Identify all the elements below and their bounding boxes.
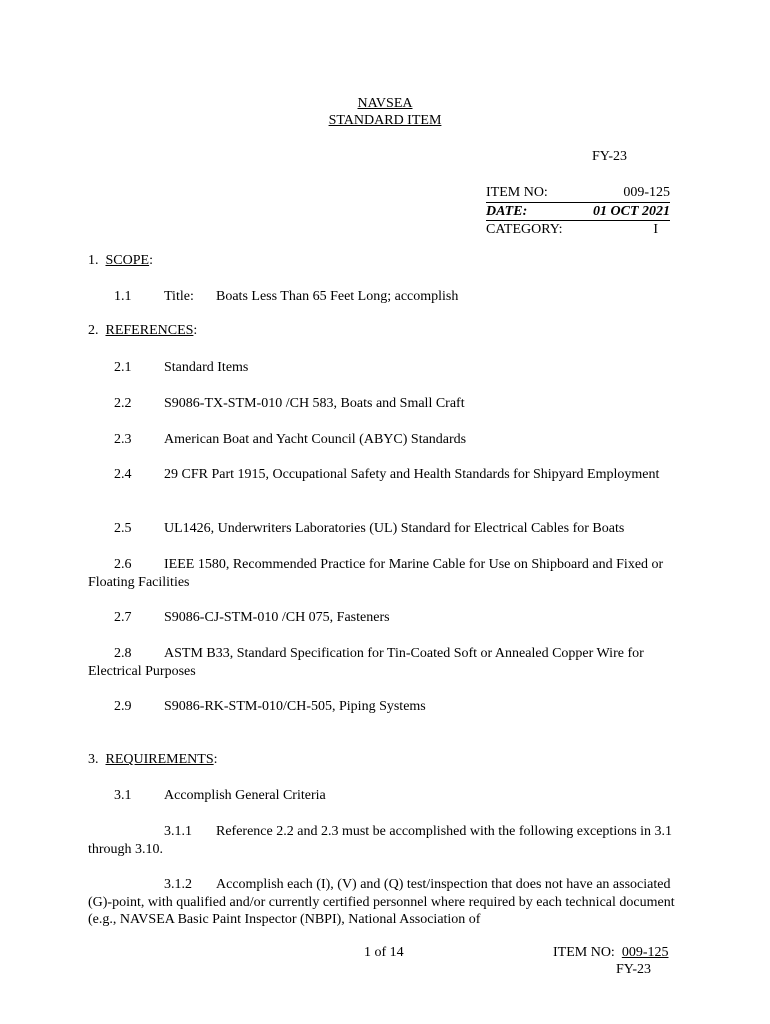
ref-item-text: American Boat and Yacht Council (ABYC) Standards — [164, 432, 467, 447]
ref-item-text: Standard Items — [164, 360, 249, 375]
item-header-block — [486, 184, 670, 239]
requirements-heading: 3. REQUIREMENTS: — [88, 752, 218, 767]
agency-title: NAVSEA — [357, 96, 413, 111]
scope-title-label: Title: — [164, 289, 194, 304]
scope-title-num: 1.1 — [114, 289, 132, 304]
req-paragraph: 3.1.1 Reference 2.2 and 2.3 must be accomplished with the following exceptions in 3.1 through 3.10. — [88, 824, 673, 857]
date-label: DATE: — [486, 203, 528, 219]
ref-item-num: 2.2 — [114, 396, 132, 411]
scope-heading: 1. SCOPE: — [88, 253, 153, 268]
category-row — [486, 221, 670, 239]
references-heading: 2. REFERENCES: — [88, 323, 198, 338]
ref-item-wrapped: 2.8 ASTM B33, Standard Specification for Tin-Coated Soft or Annealed Copper Wire for Electrical Purposes — [88, 646, 644, 679]
ref-item-wrapped: 2.6 IEEE 1580, Recommended Practice for Marine Cable for Use on Shipboard and Fixed or Floating Facilities — [88, 557, 664, 590]
ref-item-num: 2.1 — [114, 360, 132, 375]
ref-item-text: S9086-CJ-STM-010 /CH 075, Fasteners — [164, 610, 390, 625]
ref-item-text: S9086-TX-STM-010 /CH 583, Boats and Small Craft — [164, 396, 465, 411]
ref-item-wrapped: 2.4 29 CFR Part 1915, Occupational Safety and Health Standards for Shipyard Employment — [114, 467, 660, 482]
category-label: CATEGORY: — [486, 222, 563, 237]
item-no-value: 009-125 — [623, 185, 670, 200]
doc-type-title: STANDARD ITEM — [328, 113, 442, 128]
ref-item-num: 2.9 — [114, 699, 132, 714]
footer-fiscal-year: FY-23 — [616, 962, 652, 977]
ref-item-text: UL1426, Underwriters Laboratories (UL) Standard for Electrical Cables for Boats — [164, 521, 625, 536]
item-no-label: ITEM NO: — [486, 185, 548, 200]
footer-item-no: ITEM NO: 009-125 — [553, 945, 669, 960]
item-no-row — [486, 184, 670, 203]
date-row — [486, 203, 670, 222]
ref-item-text: S9086-RK-STM-010/CH-505, Piping Systems — [164, 699, 426, 714]
req-sub-text: Accomplish General Criteria — [164, 788, 326, 803]
scope-title-text: Boats Less Than 65 Feet Long; accomplish — [216, 289, 459, 304]
ref-item-num: 2.3 — [114, 432, 132, 447]
req-paragraph: 3.1.2 Accomplish each (I), (V) and (Q) test/inspection that does not have an associated (G)-point, with qualified and/or currently certified personnel where required by each technical document (e.g., NAVSEA Basic Paint Inspector (NBPI), National Association of — [88, 877, 675, 927]
ref-item-num: 2.7 — [114, 610, 132, 625]
date-value: 01 OCT 2021 — [593, 203, 670, 219]
req-sub-num: 3.1 — [114, 788, 132, 803]
fiscal-year: FY-23 — [592, 149, 628, 164]
category-value: I — [653, 222, 658, 237]
ref-item-num: 2.5 — [114, 521, 132, 536]
page-number: 1 of 14 — [364, 945, 404, 960]
